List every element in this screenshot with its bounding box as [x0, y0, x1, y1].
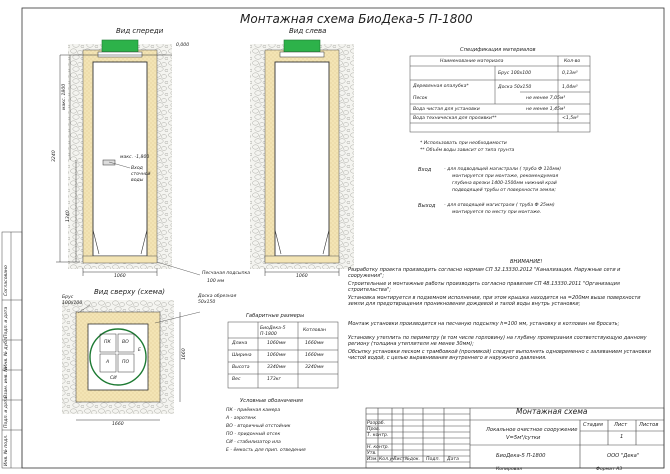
- spec-water-tech: Вода техническая для проливки**: [413, 116, 497, 121]
- side-stamp-label: Взам. инв. №: [4, 366, 9, 398]
- side-stamp-label: Подп. и дата: [4, 306, 9, 338]
- attention-item-5: Установку утеплить по периметру (в том числе горловину) на глубину промерзания соответствующую данному региону (толщина утеплителя не менее 30мм);: [348, 335, 647, 347]
- dims-row-name: Длина: [232, 341, 248, 346]
- plan-width-dim: 1660: [112, 422, 124, 427]
- top-view: [62, 300, 200, 420]
- attention-title: ВНИМАНИЕ!: [510, 259, 543, 265]
- side-stamp-label: Согласовано: [4, 265, 9, 296]
- attention-item-1: Разработку проекта производить согласно нормам СП 32.13330.2012 "Канализация. Наружные сети и сооружения";: [348, 267, 621, 279]
- stamp-list: Лист: [393, 457, 405, 462]
- dims-row-b: 1660мм: [305, 341, 324, 346]
- plan-label-a: А: [106, 360, 110, 365]
- front-view-label: Вид спереди: [116, 27, 164, 35]
- inlet-text-1: - для подводящей магистрали ( труба Ф 110мм): [444, 167, 562, 172]
- spec-water-clean-qty: не менее 1,45м³: [526, 107, 566, 112]
- side-stamp-label: Инв. № подл.: [4, 434, 9, 466]
- stamp-product: БиоДека-5 П-1800: [496, 453, 546, 459]
- side-stamp-label: Подп. и дата: [4, 396, 9, 428]
- spec-sand-qty: не менее 7,05м³: [526, 96, 566, 101]
- plan-height-dim: 1660: [182, 348, 187, 360]
- stamp-kol: Кол.уч: [379, 457, 395, 462]
- attention-item-3: Установка монтируется в подземном исполнении, при этом крышка находится на =200мм выше поверхности земли для предотвращения проникновения дождевой и талой воды внутрь установки;: [348, 295, 641, 307]
- stamp-ndok: №док.: [405, 457, 420, 462]
- stamp-prov: Пров.: [367, 427, 381, 432]
- dims-row-name: Ширина: [232, 353, 252, 358]
- plan-label-pk: ПК: [104, 340, 111, 345]
- legend-item: ВО - вторичный отстойник: [226, 424, 291, 429]
- legend-title: Условные обозначения: [240, 398, 303, 404]
- stamp-razrab: Разраб.: [367, 421, 386, 426]
- legend-item: ПК - приёмная камера: [226, 408, 281, 413]
- stamp-stage: Стадия: [583, 422, 603, 428]
- dims-row-a: 173кг: [267, 377, 281, 382]
- stamp-title: Монтажная схема: [516, 407, 588, 416]
- inlet-text-2: монтируется при монтаже, рекомендуемая: [452, 174, 559, 179]
- board-callout: Доска обрезная 50х150: [198, 294, 237, 305]
- side-view: [250, 40, 354, 276]
- height-1340-dim: 1340: [66, 210, 71, 222]
- stamp-sheet-no: 1: [620, 434, 624, 440]
- height-3240-dim: 3240: [52, 150, 57, 162]
- outlet-label: Выход: [418, 203, 436, 209]
- stamp-sheet: Лист: [614, 422, 628, 428]
- level-mark: 0,000: [176, 43, 190, 48]
- stamp-izm: Изм.: [367, 457, 378, 462]
- dims-row-b: 1660мм: [305, 353, 324, 358]
- stamp-podp: Подп.: [426, 457, 440, 462]
- spec-board: Доска 50х150: [498, 85, 532, 90]
- plan-label-si: СИ: [110, 376, 117, 381]
- sand-thickness: 100 мм: [207, 279, 225, 284]
- beam-callout: Брус 100х100: [62, 295, 83, 306]
- stamp-tkontr: Т. контр.: [367, 433, 389, 438]
- inlet-text-3: глубина врезки 1400-1500мм нижний край: [452, 181, 557, 186]
- legend-item: СИ - стабилизатор ила: [226, 440, 281, 445]
- spec-head-name: Наименование материала: [440, 59, 504, 64]
- dims-row-name: Высота: [232, 365, 250, 370]
- footnote-2: ** Объём воды зависит от типа грунта: [420, 148, 515, 153]
- plan-label-po: ПО: [122, 360, 130, 365]
- stamp-nkontr: Н. контр.: [367, 445, 390, 450]
- spec-head-qty: Кол-во: [564, 59, 581, 64]
- top-view-label: Вид сверху (схема): [94, 288, 165, 296]
- attention-item-6: Обсыпку установки песком с трамбовкой (проливкой) следует выполнять одновременно с заливанием установки чистой водой, с целью выравнивания внутреннего и наружного давления.: [348, 349, 651, 361]
- dims-row-a: 1060мм: [267, 353, 286, 358]
- attention-item-2: Строительные и монтажные работы производить согласно правилам СП 48.13330.2011 "Организация строительства";: [348, 281, 620, 293]
- outlet-text-1: - для отводящей магистрали ( труба Ф 25мм): [444, 203, 555, 208]
- spec-water-tech-qty: <1,5м³: [562, 116, 579, 121]
- dims-col-2: Котлован: [303, 328, 327, 333]
- outlet-text-2: монтируется по месту при монтаже.: [452, 210, 542, 215]
- dims-table-title: Габаритные размеры: [246, 313, 305, 319]
- stamp-desc-1: Локальное очистное сооружение: [486, 427, 578, 433]
- spec-sand: Песок: [413, 96, 428, 101]
- stamp-desc-2: V=5м³/сутки: [506, 435, 541, 441]
- legend-item: А - аэротенк: [226, 416, 257, 421]
- side-stamp-label: Инв. № дубл.: [4, 336, 9, 368]
- plan-label-vo: ВО: [122, 340, 129, 345]
- attention-item-4: Монтаж установки производится на песчаную подсыпку h=100 мм, установку в котлован не бросать;: [348, 321, 620, 327]
- stamp-copied: Копировал: [496, 467, 523, 472]
- footnote-1: * Использовать при необходимости: [420, 141, 507, 146]
- inlet-callout: Вход сточной воды: [131, 166, 151, 183]
- spec-board-qty: 1,04м³: [562, 85, 578, 90]
- dims-row-b: 3240мм: [305, 365, 324, 370]
- stamp-org: ООО "Дека": [607, 453, 640, 459]
- legend-item: ПО - придонный отсек: [226, 432, 281, 437]
- stamp-utv: Утв.: [367, 451, 377, 456]
- stamp-data: Дата: [447, 457, 459, 462]
- inlet-level: макс. -1,800: [120, 155, 150, 160]
- spec-water-clean: Вода чистая для установки: [413, 107, 480, 112]
- inlet-label: Вход: [418, 167, 432, 173]
- sheet-title: Монтажная схема БиоДека-5 П-1800: [240, 12, 473, 26]
- dims-col-1: БиоДека-5 П-1800: [260, 326, 286, 337]
- dims-row-a: 3340мм: [267, 365, 286, 370]
- spec-title: Спецификация материалов: [460, 47, 536, 53]
- plan-label-e: Е: [138, 348, 141, 353]
- spec-beam: Брус 100х100: [498, 71, 532, 76]
- legend-item: Е - ёмкость для прип. отведения: [226, 448, 306, 453]
- side-view-label: Вид слева: [289, 27, 327, 35]
- depth-dim: макс. 1800: [62, 83, 67, 110]
- stamp-format: Формат А3: [596, 467, 623, 472]
- dims-row-name: Вес: [232, 377, 241, 382]
- side-width-dim: 1060: [296, 274, 308, 279]
- sand-pad-callout: Песчаная подсыпка: [202, 271, 251, 276]
- spec-beam-qty: 0,13м³: [562, 71, 578, 76]
- spec-formwork: Деревянная опалубка*: [413, 84, 469, 89]
- stamp-sheets: Листов: [639, 422, 659, 428]
- dims-row-a: 1060мм: [267, 341, 286, 346]
- inlet-text-4: подводящей трубы от поверхности земли;: [452, 188, 556, 193]
- front-width-dim: 1060: [114, 274, 126, 279]
